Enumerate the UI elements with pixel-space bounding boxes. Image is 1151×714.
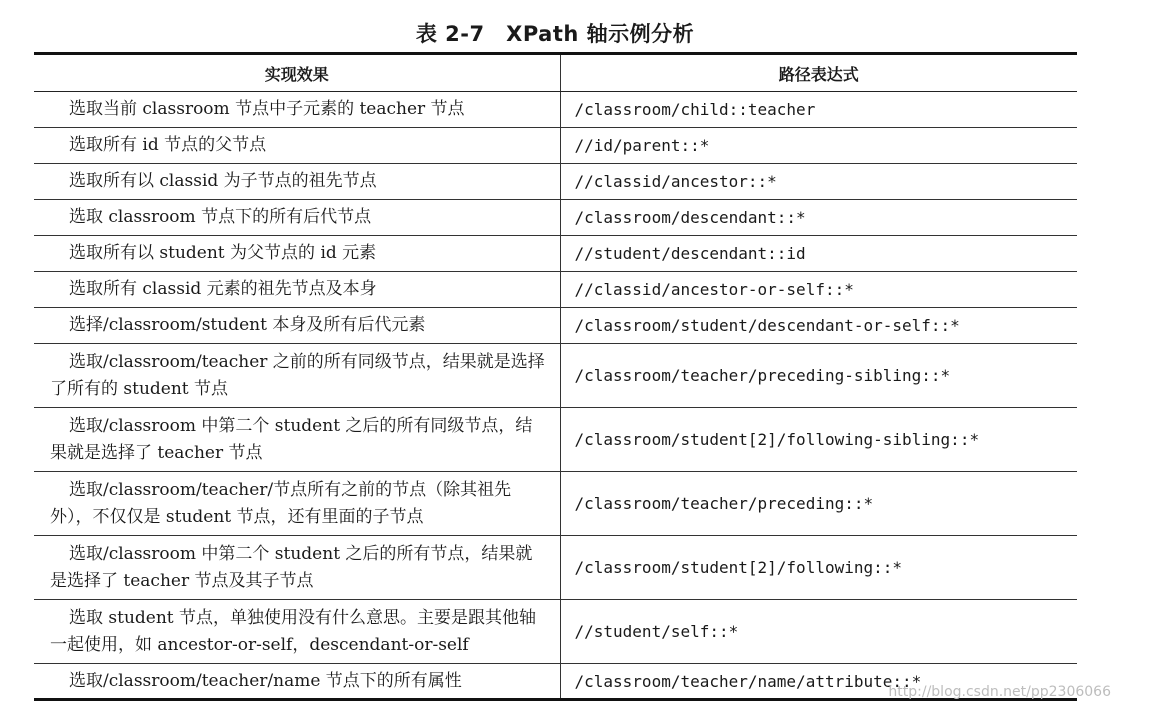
expression-cell: //id/parent::*	[560, 128, 1077, 164]
effect-cell	[34, 200, 560, 236]
table-row	[34, 408, 1077, 472]
table-row	[34, 200, 1077, 236]
expression-cell: /classroom/child::teacher	[560, 92, 1077, 128]
effect-cell	[34, 128, 560, 164]
effect-cell	[34, 92, 560, 128]
header-row	[34, 54, 1077, 92]
expression-cell: /classroom/student/descendant-or-self::*	[560, 308, 1077, 344]
expression-cell: /classroom/student[2]/following::*	[560, 536, 1077, 600]
table-row	[34, 600, 1077, 664]
table-row	[34, 236, 1077, 272]
expression-cell: /classroom/teacher/preceding::*	[560, 472, 1077, 536]
effect-cell	[34, 164, 560, 200]
effect-text: 选取所有 classid 元素的祖先节点及本身	[69, 279, 377, 299]
watermark: http://blog.csdn.net/pp2306066	[888, 684, 1111, 700]
effect-cell	[34, 344, 560, 408]
effect-cell	[34, 536, 560, 600]
expression-cell: //classid/ancestor-or-self::*	[560, 272, 1077, 308]
table-row	[34, 128, 1077, 164]
xpath-axis-table	[34, 52, 1077, 701]
expression-cell: //student/self::*	[560, 600, 1077, 664]
effect-cell	[34, 664, 560, 700]
effect-cell	[34, 272, 560, 308]
header-expression: 路径表达式	[560, 54, 1077, 92]
effect-text: 选取 classroom 节点下的所有后代节点	[69, 207, 372, 227]
table-row	[34, 92, 1077, 128]
table-row	[34, 536, 1077, 600]
effect-text: 选取/classroom/teacher/节点所有之前的节点（除其祖先外），不仅仅是 student 节点，还有里面的子节点	[50, 479, 512, 527]
expression-cell: /classroom/student[2]/following-sibling::*	[560, 408, 1077, 472]
expression-cell: /classroom/teacher/preceding-sibling::*	[560, 344, 1077, 408]
effect-text: 选取/classroom 中第二个 student 之后的所有节点，结果就是选择了 teacher 节点及其子节点	[50, 543, 533, 591]
table-row	[34, 308, 1077, 344]
effect-cell	[34, 600, 560, 664]
effect-cell	[34, 308, 560, 344]
effect-cell	[34, 408, 560, 472]
effect-cell	[34, 472, 560, 536]
effect-cell	[34, 236, 560, 272]
effect-text: 选取/classroom 中第二个 student 之后的所有同级节点，结果就是选择了 teacher 节点	[50, 415, 533, 463]
effect-text: 选取所有以 classid 为子节点的祖先节点	[69, 171, 377, 191]
table-row	[34, 344, 1077, 408]
effect-text: 选取所有以 student 为父节点的 id 元素	[69, 243, 377, 263]
effect-text: 选取当前 classroom 节点中子元素的 teacher 节点	[69, 99, 465, 119]
effect-text: 选取/classroom/teacher/name 节点下的所有属性	[69, 670, 462, 691]
header-effect: 实现效果	[34, 54, 560, 92]
table-row	[34, 472, 1077, 536]
effect-text: 选择/classroom/student 本身及所有后代元素	[69, 315, 426, 335]
table-row	[34, 164, 1077, 200]
table-row	[34, 272, 1077, 308]
expression-cell: //classid/ancestor::*	[560, 164, 1077, 200]
table-caption: 表 2-7 XPath 轴示例分析	[415, 22, 695, 46]
expression-cell: /classroom/descendant::*	[560, 200, 1077, 236]
effect-text: 选取/classroom/teacher 之前的所有同级节点，结果就是选择了所有的 student 节点	[50, 351, 545, 399]
effect-text: 选取 student 节点，单独使用没有什么意思。主要是跟其他轴一起使用，如 ancestor-or-self，descendant-or-self	[50, 607, 537, 655]
effect-text: 选取所有 id 节点的父节点	[69, 135, 267, 155]
expression-cell: //student/descendant::id	[560, 236, 1077, 272]
expression-cell: /classroom/teacher/name/attribute::*	[560, 664, 1077, 700]
